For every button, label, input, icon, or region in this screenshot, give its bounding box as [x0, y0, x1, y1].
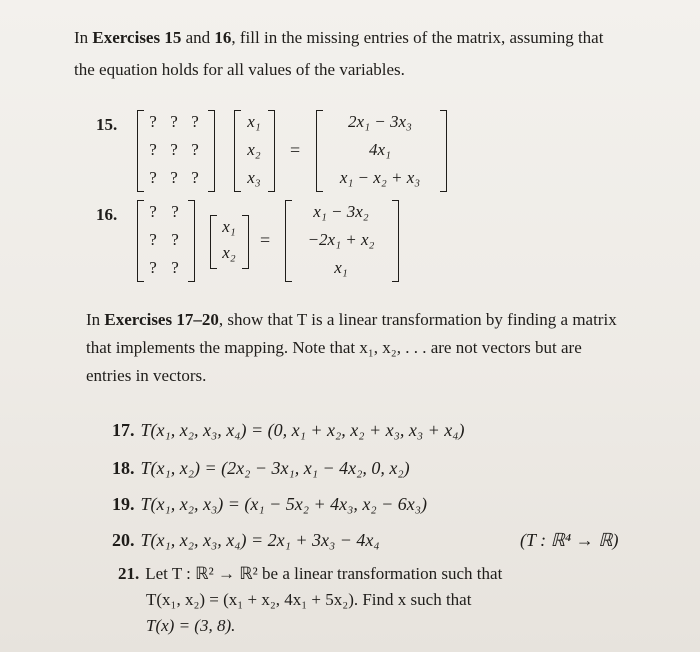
exercise-21-line-2: T(x₁, x₂) = (x₁ + x₂, 4x₁ + 5x₂). Find x such that [146, 590, 472, 609]
ex15-a11: ? [149, 112, 157, 131]
ex15-a23: ? [191, 140, 199, 159]
ex15-equals: = [290, 140, 301, 160]
intro-line-1: In Exercises 15 and 16, fill in the missing entries of the matrix, assuming that [74, 28, 604, 47]
ex16-a32: ? [171, 258, 179, 277]
exercise-20: 20. T(x₁, x₂, x₃, x₄) = 2x₁ + 3x₃ − 4x₄ [112, 530, 380, 550]
mid-line-3: entries in vectors. [86, 366, 207, 385]
ex16-rhs-2: −2x₁ + x₂ [307, 230, 375, 249]
ex15-x2: x₂ [247, 140, 261, 159]
ex15-rhs-1: 2x₁ − 3x₃ [348, 112, 412, 131]
ex16-a22: ? [171, 230, 179, 249]
ex15-label: 15. [96, 115, 118, 134]
ex15-a12: ? [170, 112, 178, 131]
mid-line-1: In Exercises 17–20, show that T is a linear transformation by finding a matrix [86, 310, 617, 329]
exercise-21-line-1: 21. Let T : ℝ² → ℝ² be a linear transformation such that [118, 564, 503, 583]
ex15-a33: ? [191, 168, 199, 187]
ex16-a12: ? [171, 202, 179, 221]
ex15-a21: ? [149, 140, 157, 159]
intro-line-2: the equation holds for all values of the variables. [74, 60, 405, 79]
exercise-17: 17. T(x₁, x₂, x₃, x₄) = (0, x₁ + x₂, x₂ + x₃, x₃ + x₄) [112, 420, 465, 440]
ex15-x3: x₃ [247, 168, 261, 187]
ex16-x2: x₂ [222, 243, 236, 262]
ex15-a31: ? [149, 168, 157, 187]
ex16-rhs-3: x₁ [334, 258, 348, 277]
exercise-21-line-3: T(x) = (3, 8). [146, 616, 236, 635]
ex15-a22: ? [170, 140, 178, 159]
ex15-rhs-3: x₁ − x₂ + x₃ [339, 168, 421, 187]
ex16-a31: ? [149, 258, 157, 277]
ex16-equals: = [260, 230, 271, 250]
exercise-19: 19. T(x₁, x₂, x₃) = (x₁ − 5x₂ + 4x₃, x₂ − 6x₃) [112, 494, 428, 514]
ex15-rhs-2: 4x₁ [369, 140, 391, 159]
exercise-20-note: (T : ℝ⁴ → ℝ) [520, 530, 619, 550]
mid-line-2: that implements the mapping. Note that x₁, x₂, . . . are not vectors but are [86, 338, 582, 357]
ex15-x1: x₁ [247, 112, 261, 131]
ex16-x1: x₁ [222, 217, 236, 236]
ex16-a11: ? [149, 202, 157, 221]
ex15-a13: ? [191, 112, 199, 131]
ex16-a21: ? [149, 230, 157, 249]
exercise-18: 18. T(x₁, x₂) = (2x₂ − 3x₁, x₁ − 4x₂, 0, x₂) [112, 458, 410, 478]
ex16-label: 16. [96, 205, 118, 224]
ex16-rhs-1: x₁ − 3x₂ [313, 202, 369, 221]
ex15-a32: ? [170, 168, 178, 187]
